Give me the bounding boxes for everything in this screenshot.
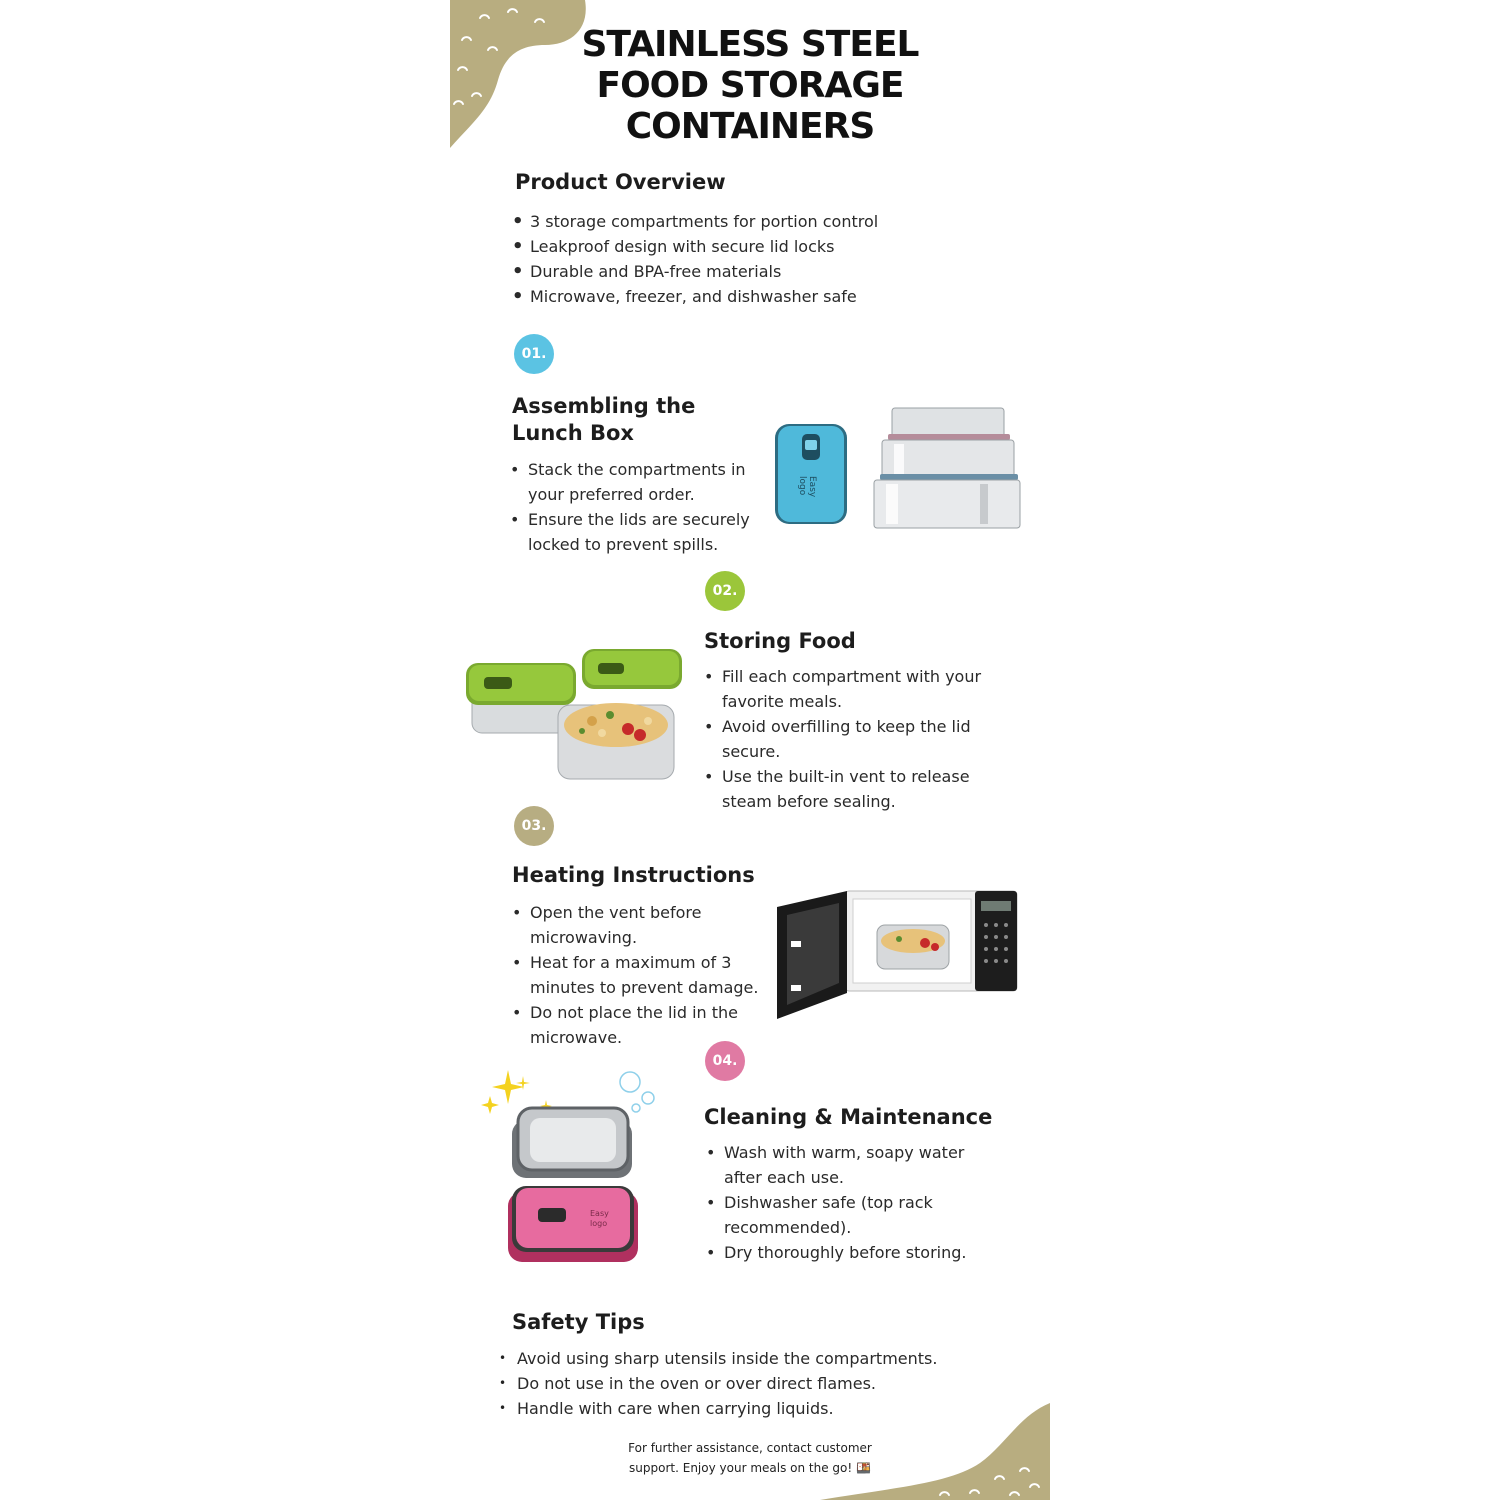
footer-line-1: For further assistance, contact customer [628, 1441, 872, 1455]
overview-list [512, 209, 982, 309]
overview-item: • Durable and BPA-free materials [512, 259, 982, 284]
overview-item: • Leakproof design with secure lid locks [512, 234, 982, 259]
title-line-3: CONTAINERS [625, 106, 875, 147]
step-1-heading: Assembling the Lunch Box [512, 394, 696, 445]
step-3-heading: Heating Instructions [512, 863, 755, 887]
title-line-1: STAINLESS STEEL [581, 24, 919, 65]
safety-item: • Handle with care when carrying liquids. [499, 1396, 1029, 1421]
step-3-list [512, 900, 767, 1050]
step-1-item: • Stack the compartments in your preferred order. [510, 457, 760, 507]
safety-heading: Safety Tips [512, 1310, 645, 1334]
step-1-list [510, 457, 760, 557]
step-1-item: • Ensure the lids are securely locked to prevent spills. [510, 507, 760, 557]
step-3-item: • Do not place the lid in the microwave. [512, 1000, 767, 1050]
footer-line-2: support. Enjoy your meals on the go! 🍱 [629, 1461, 871, 1475]
microwave-image [775, 885, 1020, 1025]
step-4-item: • Wash with warm, soapy water after each use. [706, 1140, 996, 1190]
step-2-heading: Storing Food [704, 629, 856, 653]
stacked-containers-image [770, 404, 1030, 534]
step-4-badge: 04. [705, 1041, 745, 1081]
step-4-item: • Dry thoroughly before storing. [706, 1240, 996, 1265]
lid-logo-text: Easy [590, 1209, 609, 1218]
overview-heading: Product Overview [515, 170, 726, 194]
step-2-list [704, 664, 994, 814]
lid-logo-text: Easy [807, 476, 817, 498]
step-4-list [706, 1140, 996, 1265]
step-4-item: • Dishwasher safe (top rack recommended). [706, 1190, 996, 1240]
lid-logo-text: logo [590, 1219, 608, 1228]
safety-item: • Avoid using sharp utensils inside the compartments. [499, 1346, 1029, 1371]
lid-logo-text: logo [797, 476, 807, 496]
step-3-badge: 03. [514, 806, 554, 846]
step-4-heading: Cleaning & Maintenance [704, 1105, 993, 1129]
step-2-item: • Use the built-in vent to release steam before sealing. [704, 764, 994, 814]
overview-item: • Microwave, freezer, and dishwasher safe [512, 284, 982, 309]
clean-containers-image [478, 1068, 668, 1282]
title-line-2: FOOD STORAGE [596, 65, 904, 106]
safety-list [499, 1346, 1029, 1421]
food-containers-image [462, 645, 687, 785]
step-2-item: • Avoid overfilling to keep the lid secure. [704, 714, 994, 764]
step-1-badge: 01. [514, 334, 554, 374]
step-3-item: • Heat for a maximum of 3 minutes to prevent damage. [512, 950, 767, 1000]
page-title [490, 24, 1010, 147]
step-2-item: • Fill each compartment with your favorite meals. [704, 664, 994, 714]
step-3-item: • Open the vent before microwaving. [512, 900, 767, 950]
footer-note [550, 1438, 950, 1478]
infographic-card [450, 0, 1050, 1500]
step-2-badge: 02. [705, 571, 745, 611]
overview-item: • 3 storage compartments for portion control [512, 209, 982, 234]
safety-item: • Do not use in the oven or over direct flames. [499, 1371, 1029, 1396]
